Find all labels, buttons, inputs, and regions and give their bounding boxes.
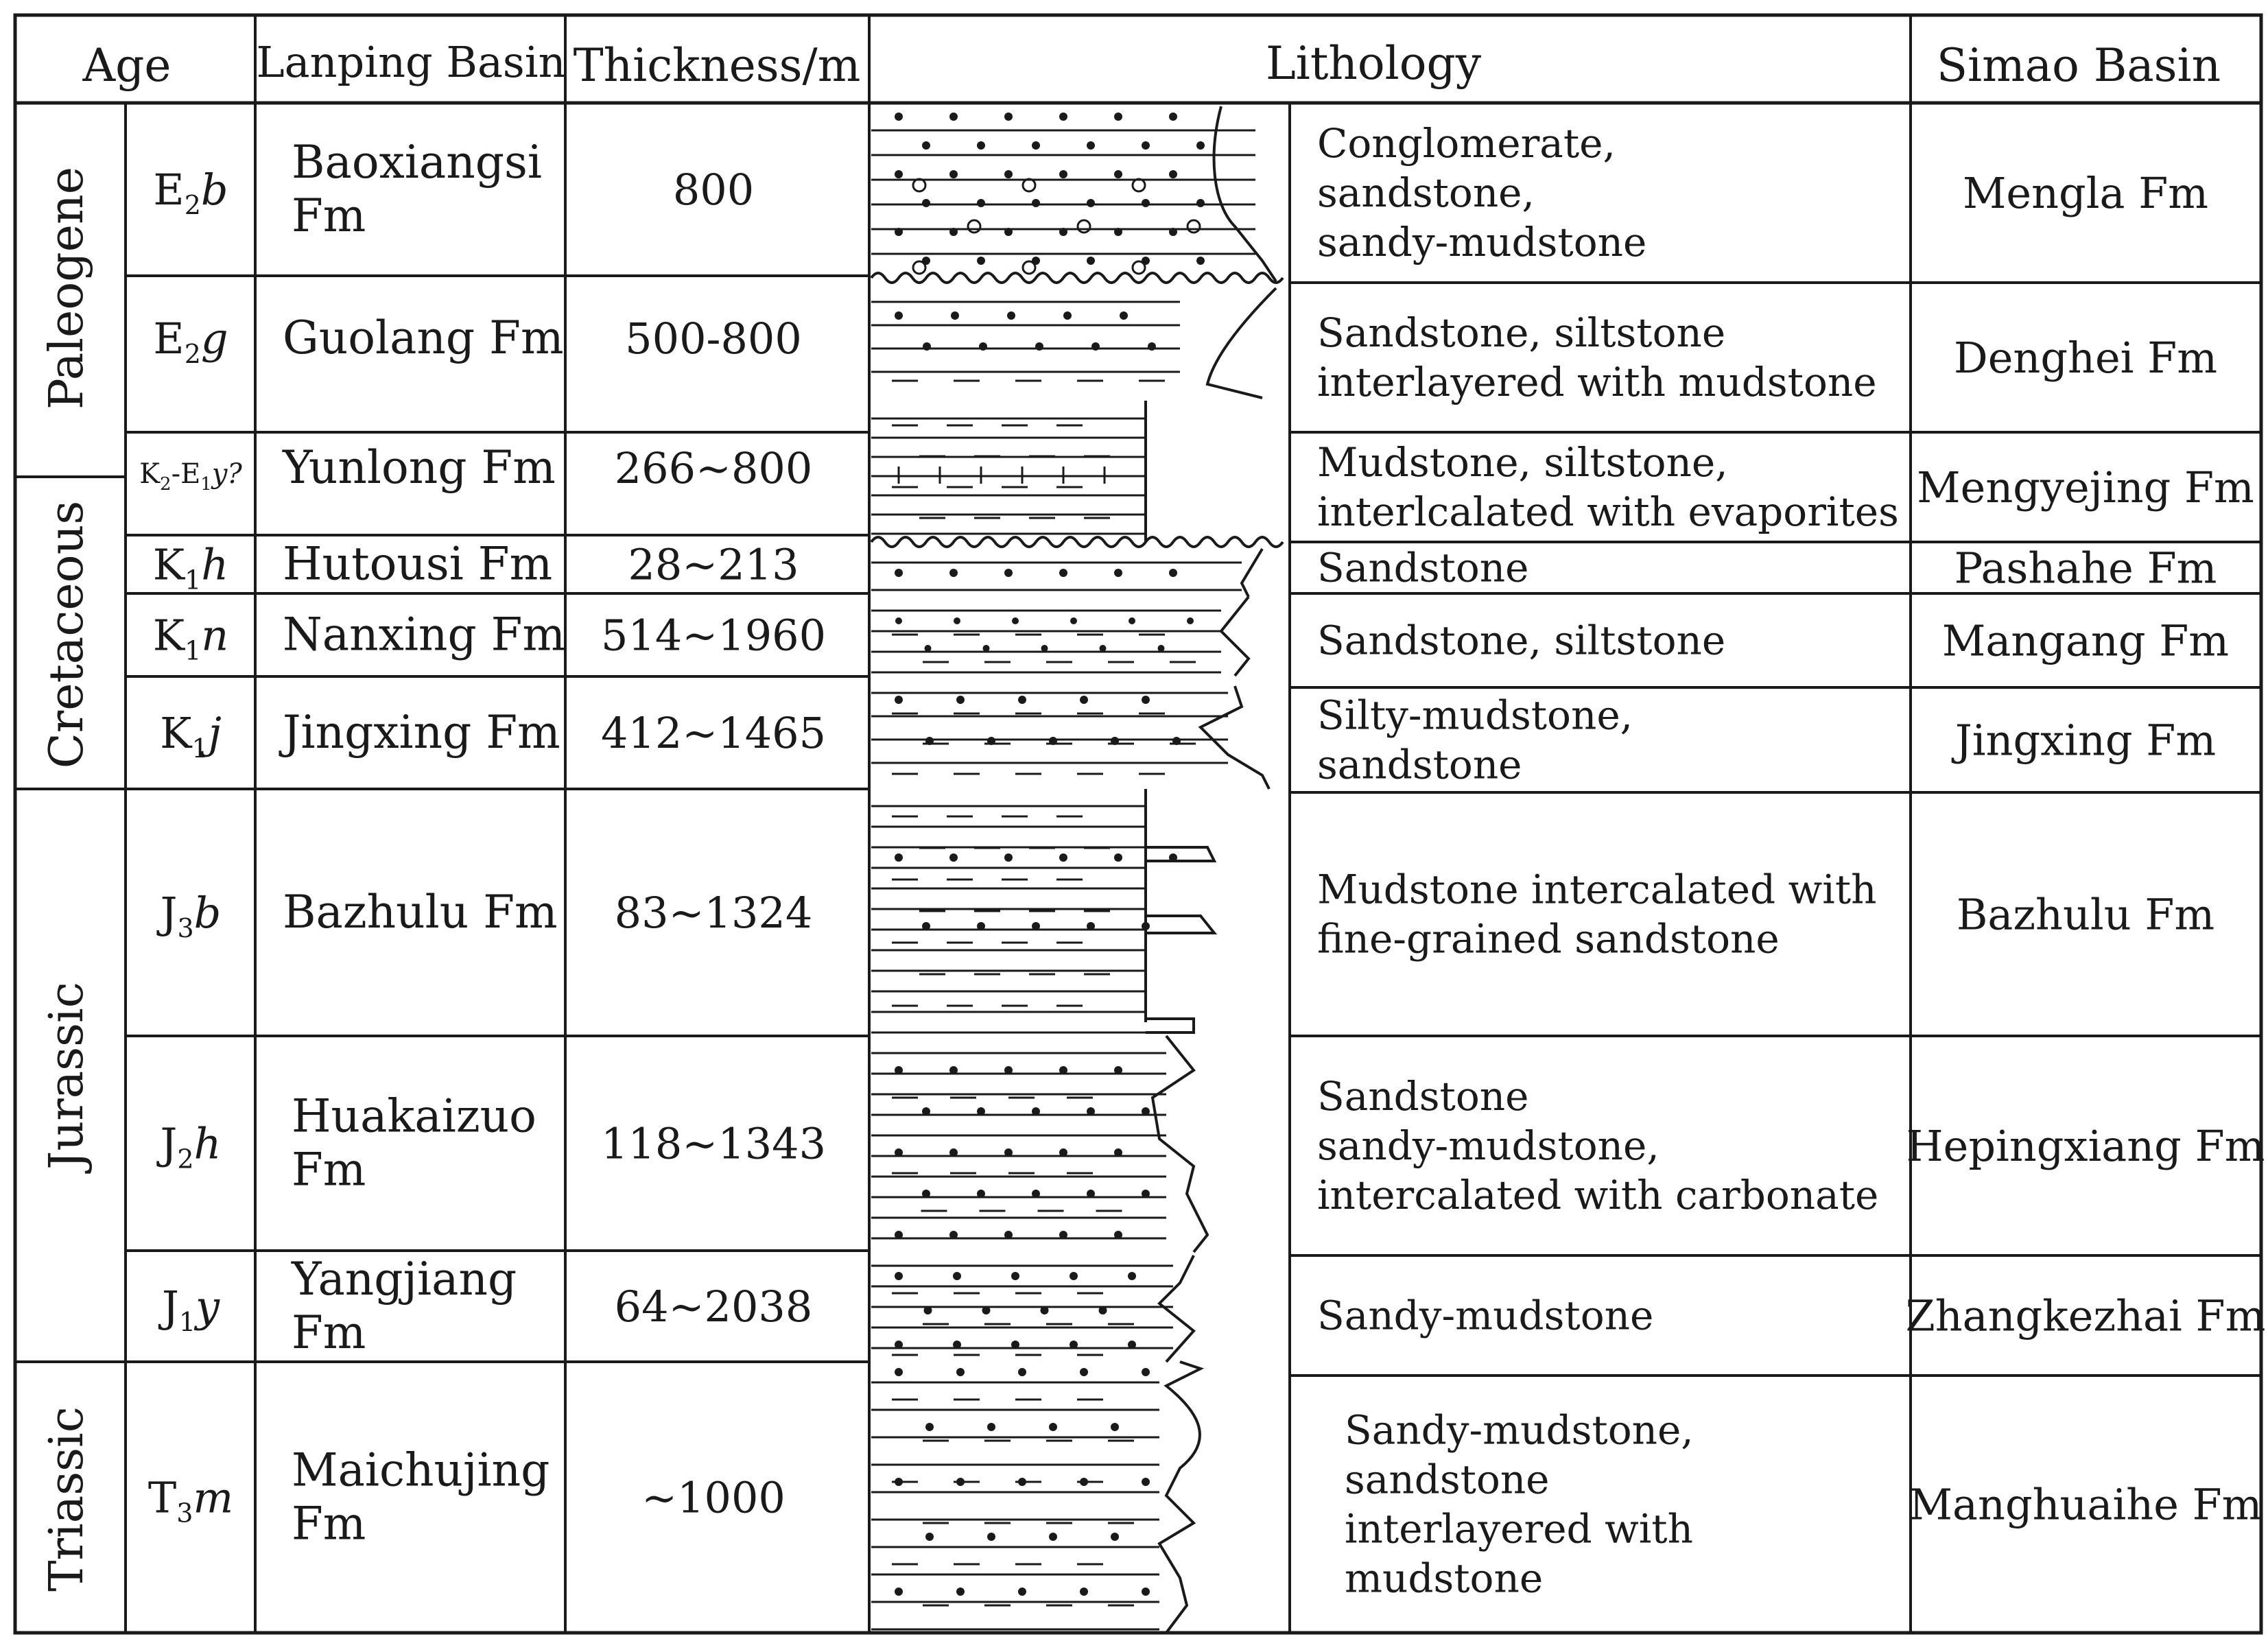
sand-grain	[1114, 569, 1122, 577]
sand-grain	[1049, 1533, 1057, 1541]
sand-grain	[1012, 617, 1019, 624]
sand-grain	[895, 569, 903, 577]
sand-grain	[1059, 113, 1067, 121]
sand-grain	[1032, 199, 1040, 207]
thickness-value: 500-800	[625, 314, 802, 364]
sand-grain	[922, 922, 930, 930]
sand-grain	[979, 342, 987, 351]
sand-grain	[1087, 257, 1095, 265]
age-code: $K_1j$	[160, 708, 222, 764]
age-code: $T_3m$	[147, 1472, 234, 1529]
lithology-description: sandy-mudstone	[1317, 219, 1647, 266]
sand-grain	[895, 1272, 903, 1280]
sand-grain	[1032, 922, 1040, 930]
sand-grain	[949, 569, 958, 577]
sand-grain	[1196, 257, 1205, 265]
sand-grain	[1018, 1368, 1026, 1376]
header-lithology: Lithology	[1265, 37, 1482, 90]
sand-grain	[1142, 1190, 1150, 1198]
lanping-formation: Fm	[292, 1143, 366, 1196]
sand-grain	[1087, 922, 1095, 930]
simao-formation: Pashahe Fm	[1954, 543, 2217, 593]
sand-grain	[1080, 1588, 1088, 1596]
lithology-description: sandstone,	[1317, 169, 1535, 216]
sand-grain	[1059, 853, 1067, 862]
sand-grain	[922, 1107, 930, 1116]
sand-grain	[1142, 1107, 1150, 1116]
sand-grain	[1041, 1306, 1049, 1314]
sand-grain	[1070, 1272, 1078, 1280]
simao-formation: Zhangkezhai Fm	[1905, 1290, 2266, 1341]
sand-grain	[1142, 1588, 1150, 1596]
sand-grain	[1004, 1231, 1013, 1239]
sand-grain	[1142, 199, 1150, 207]
sand-grain	[1142, 141, 1150, 150]
sand-grain	[1169, 113, 1177, 121]
sand-grain	[1148, 342, 1156, 351]
sand-grain	[1041, 645, 1048, 652]
sand-grain	[1070, 1341, 1078, 1349]
sand-grain	[1196, 141, 1205, 150]
sand-grain	[977, 922, 985, 930]
lanping-formation: Jingxing Fm	[283, 706, 560, 759]
lanping-formation: Fm	[292, 1497, 366, 1550]
lithology-description: Sandstone	[1317, 1073, 1529, 1120]
sand-grain	[1059, 1066, 1067, 1074]
age-code: $J_1y$	[161, 1282, 220, 1337]
thickness-value: 83~1324	[614, 888, 813, 938]
lanping-formation: Yangjiang	[292, 1253, 517, 1306]
lanping-formation: Baoxiangsi	[292, 136, 542, 189]
age-code: $K_2-E_1y$?	[139, 458, 242, 495]
lanping-formation: Yunlong Fm	[283, 441, 556, 494]
lanping-formation: Fm	[292, 1306, 366, 1359]
sand-grain	[1187, 617, 1194, 624]
sand-grain	[977, 1107, 985, 1116]
sand-grain	[949, 1066, 958, 1074]
sand-grain	[1111, 1533, 1119, 1541]
sand-grain	[982, 1306, 991, 1314]
sand-grain	[895, 696, 903, 704]
sand-grain	[1059, 228, 1067, 236]
lanping-formation: Maichujing	[292, 1443, 550, 1497]
sand-grain	[1114, 228, 1122, 236]
sand-grain	[977, 199, 985, 207]
thickness-value: 28~213	[628, 539, 799, 590]
period-label: Cretaceous	[40, 500, 94, 769]
sand-grain	[1032, 1107, 1040, 1116]
sand-grain	[895, 1588, 903, 1596]
lithology-description: interlcalated with evaporites	[1317, 488, 1899, 535]
sand-grain	[1099, 1306, 1107, 1314]
period-label: Triassic	[40, 1406, 94, 1592]
sand-grain	[1169, 228, 1177, 236]
sand-grain	[1111, 1423, 1119, 1431]
sand-grain	[1032, 141, 1040, 150]
sand-grain	[1004, 1148, 1013, 1157]
sand-grain	[1129, 617, 1135, 624]
lanping-formation: Fm	[292, 189, 366, 242]
sand-grain	[1035, 342, 1043, 351]
lithology-description: sandstone	[1345, 1456, 1550, 1503]
thickness-value: 266~800	[614, 443, 813, 493]
sand-grain	[1091, 342, 1100, 351]
thickness-value: ~1000	[641, 1472, 785, 1523]
sand-grain	[1011, 1341, 1019, 1349]
age-code: $J_2h$	[160, 1118, 222, 1175]
lithology-description: interlayered with	[1345, 1505, 1693, 1553]
lithology-description: sandy-mudstone,	[1317, 1122, 1659, 1169]
lithology-description: Sandy-mudstone,	[1345, 1406, 1694, 1454]
sand-grain	[983, 645, 990, 652]
sand-grain	[1114, 853, 1122, 862]
sand-grain	[923, 342, 931, 351]
lithology-description: Sandstone	[1317, 544, 1529, 591]
sand-grain	[1059, 1231, 1067, 1239]
sand-grain	[953, 1341, 961, 1349]
sand-grain	[895, 113, 903, 121]
sand-grain	[895, 170, 903, 178]
sand-grain	[895, 1368, 903, 1376]
sand-grain	[953, 1272, 961, 1280]
thickness-value: 800	[672, 165, 755, 215]
sand-grain	[1049, 1423, 1057, 1431]
simao-formation: Mengyejing Fm	[1917, 462, 2254, 512]
sand-grain	[1059, 170, 1067, 178]
thickness-value: 64~2038	[614, 1282, 813, 1332]
simao-formation: Mengla Fm	[1962, 168, 2209, 218]
age-code: $K_1n$	[152, 610, 229, 666]
sand-grain	[977, 1190, 985, 1198]
sand-grain	[1032, 1190, 1040, 1198]
sand-grain	[1018, 696, 1026, 704]
sand-grain	[1087, 1190, 1095, 1198]
sand-grain	[1158, 645, 1165, 652]
sand-grain	[924, 1306, 932, 1314]
sand-grain	[895, 617, 902, 624]
sand-grain	[1128, 1272, 1136, 1280]
lithology-description: Silty-mudstone,	[1317, 692, 1633, 739]
simao-formation: Denghei Fm	[1954, 333, 2217, 383]
sand-grain	[1018, 1588, 1026, 1596]
thickness-value: 412~1465	[600, 708, 827, 758]
header-lanping-basin: Lanping Basin	[256, 37, 566, 87]
sand-grain	[1142, 1478, 1150, 1486]
lithology-description: sandstone	[1317, 741, 1522, 788]
age-code: $J_3b$	[160, 888, 222, 943]
sand-grain	[895, 311, 903, 320]
lithology-description: Sandstone, siltstone	[1317, 617, 1726, 664]
sand-grain	[922, 199, 930, 207]
age-code: $K_1h$	[152, 539, 229, 595]
sand-grain	[1059, 569, 1067, 577]
lanping-formation: Nanxing Fm	[283, 608, 566, 661]
sand-grain	[895, 853, 903, 862]
sand-grain	[949, 1148, 958, 1157]
lanping-formation: Guolang Fm	[283, 311, 564, 364]
header-age: Age	[82, 39, 172, 92]
lanping-formation: Hutousi Fm	[283, 537, 553, 591]
sand-grain	[1142, 1368, 1150, 1376]
lithology-description: Mudstone intercalated with	[1317, 866, 1877, 913]
sand-grain	[1004, 569, 1013, 577]
lanping-formation: Huakaizuo	[292, 1089, 536, 1143]
sand-grain	[922, 141, 930, 150]
sand-grain	[1100, 645, 1107, 652]
simao-formation: Bazhulu Fm	[1956, 889, 2215, 940]
sand-grain	[895, 1066, 903, 1074]
simao-formation: Jingxing Fm	[1954, 715, 2217, 766]
sand-grain	[1169, 569, 1177, 577]
sand-grain	[1007, 311, 1015, 320]
sand-grain	[1070, 617, 1077, 624]
sand-grain	[949, 228, 958, 236]
sand-grain	[987, 1533, 995, 1541]
lanping-formation: Bazhulu Fm	[283, 886, 558, 939]
sand-grain	[922, 1190, 930, 1198]
sand-grain	[1114, 1066, 1122, 1074]
sand-grain	[977, 141, 985, 150]
sand-grain	[1080, 1368, 1088, 1376]
header-thickness: Thickness/m	[573, 39, 861, 92]
sand-grain	[1063, 311, 1072, 320]
sand-grain	[949, 170, 958, 178]
sand-grain	[1059, 1148, 1067, 1157]
sand-grain	[925, 1423, 934, 1431]
sand-grain	[949, 113, 958, 121]
sand-grain	[949, 1231, 958, 1239]
period-label: Jurassic	[40, 982, 94, 1170]
sand-grain	[956, 696, 965, 704]
sand-grain	[954, 617, 960, 624]
sand-grain	[949, 853, 958, 862]
sand-grain	[895, 1341, 903, 1349]
simao-formation: Mangang Fm	[1941, 615, 2230, 666]
sand-grain	[1087, 1107, 1095, 1116]
thickness-value: 118~1343	[600, 1118, 827, 1169]
sand-grain	[987, 1423, 995, 1431]
sand-grain	[977, 257, 985, 265]
lithology-description: Conglomerate,	[1317, 120, 1616, 167]
sand-grain	[956, 1368, 965, 1376]
simao-formation: Hepingxiang Fm	[1906, 1121, 2265, 1171]
sand-grain	[895, 1148, 903, 1157]
sand-grain	[895, 228, 903, 236]
simao-formation: Manghuaihe Fm	[1909, 1479, 2263, 1530]
sand-grain	[925, 645, 932, 652]
sand-grain	[951, 311, 959, 320]
lithology-description: intercalated with carbonate	[1317, 1172, 1879, 1218]
sand-grain	[1004, 228, 1013, 236]
sand-grain	[1114, 1148, 1122, 1157]
sand-grain	[956, 1588, 965, 1596]
thickness-value: 514~1960	[600, 610, 827, 661]
lithology-description: Mudstone, siltstone,	[1317, 439, 1728, 486]
sand-grain	[1080, 696, 1088, 704]
lithology-description: mudstone	[1345, 1555, 1544, 1602]
sand-grain	[1004, 113, 1013, 121]
sand-grain	[1087, 141, 1095, 150]
sand-grain	[1004, 853, 1013, 862]
period-label: Paleogene	[40, 167, 94, 410]
sand-grain	[1004, 1066, 1013, 1074]
sand-grain	[1169, 170, 1177, 178]
age-code: $E_2b$	[153, 165, 228, 220]
sand-grain	[1114, 113, 1122, 121]
sand-grain	[925, 1533, 934, 1541]
sand-grain	[1196, 199, 1205, 207]
lithology-description: fine-grained sandstone	[1317, 915, 1780, 963]
sand-grain	[1004, 170, 1013, 178]
sand-grain	[1114, 1231, 1122, 1239]
sand-grain	[895, 1231, 903, 1239]
sand-grain	[1120, 311, 1128, 320]
sand-grain	[1142, 696, 1150, 704]
lithology-description: Sandy-mudstone	[1317, 1292, 1654, 1339]
sand-grain	[1114, 170, 1122, 178]
lithology-description: Sandstone, siltstone	[1317, 309, 1726, 356]
header-simao-basin: Simao Basin	[1936, 39, 2221, 92]
sand-grain	[1087, 199, 1095, 207]
sand-grain	[1011, 1272, 1019, 1280]
sand-grain	[1128, 1341, 1136, 1349]
age-code: $E_2g$	[153, 314, 228, 369]
lithology-description: interlayered with mudstone	[1317, 359, 1877, 405]
